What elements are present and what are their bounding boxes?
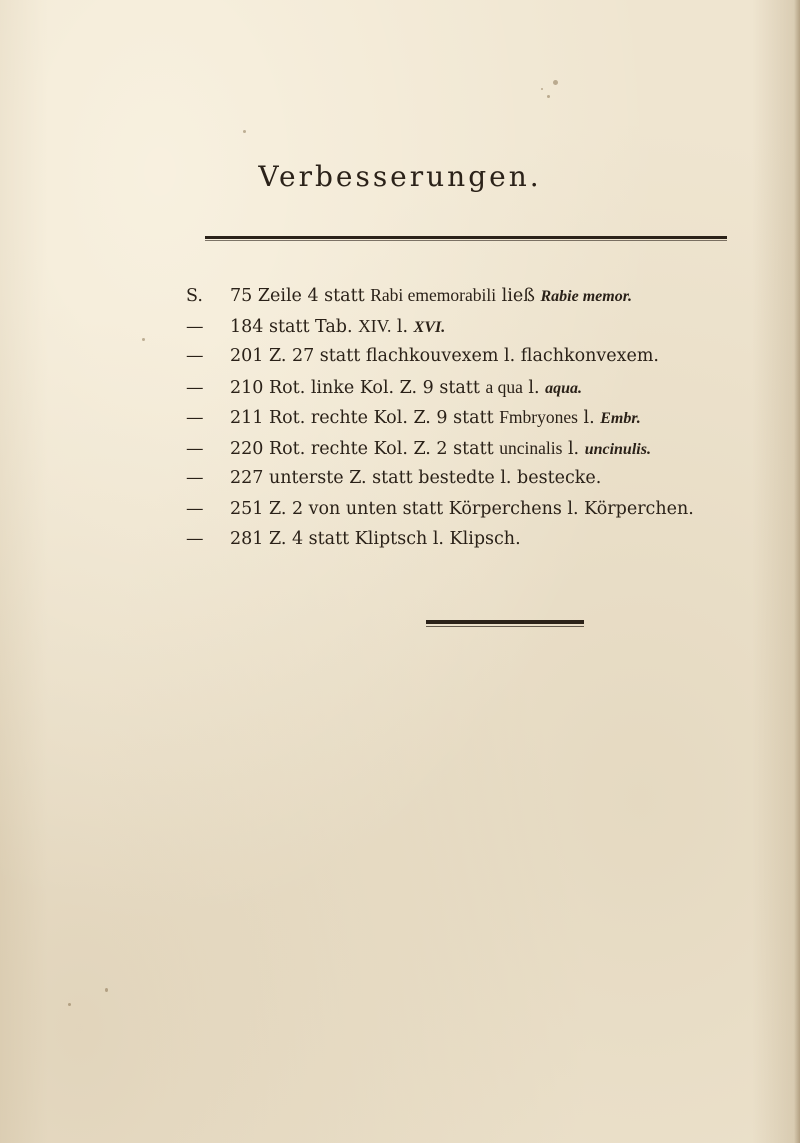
errata-line xyxy=(186,433,686,464)
paper-speck xyxy=(105,988,108,992)
errata-line-marker: — xyxy=(186,529,204,549)
errata-line xyxy=(186,311,686,342)
errata-list xyxy=(186,280,694,555)
paper-speck xyxy=(541,88,543,90)
errata-text: l. xyxy=(522,377,546,398)
paper-speck xyxy=(142,338,145,341)
errata-line xyxy=(186,524,686,555)
errata-line-marker: — xyxy=(186,346,204,366)
errata-text: uncinalis xyxy=(499,437,563,458)
errata-text: ließ xyxy=(496,286,541,306)
errata-text: l. xyxy=(391,316,414,337)
errata-correction: Rabie memor. xyxy=(540,288,633,305)
errata-text: a qua xyxy=(485,376,523,397)
errata-line xyxy=(186,494,694,525)
errata-line-marker: — xyxy=(186,408,204,428)
paper-speck xyxy=(68,1003,71,1006)
errata-text: l. xyxy=(577,408,601,428)
errata-text: 201 Z. 27 statt flachkouvexem l. flachkonvexem. xyxy=(230,346,659,366)
paper-speck xyxy=(243,130,246,133)
errata-line-marker: — xyxy=(186,438,204,459)
errata-line xyxy=(186,402,686,433)
paper-speck xyxy=(553,80,558,85)
errata-text: 210 Rot. linke Kol. Z. 9 statt xyxy=(230,377,486,398)
errata-line xyxy=(186,341,686,372)
paper-speck xyxy=(547,95,550,98)
errata-text: 281 Z. 4 statt Kliptsch l. Klipsch. xyxy=(230,529,521,549)
errata-text: l. xyxy=(562,438,585,459)
errata-correction: XVI. xyxy=(413,318,446,336)
title-divider xyxy=(205,236,727,239)
errata-text: Fmbryones xyxy=(499,407,578,427)
end-ornament-rule xyxy=(426,620,584,624)
errata-text: 184 statt Tab. xyxy=(230,316,359,337)
errata-text: 251 Z. 2 von unten statt Körperchens l. Körperchen. xyxy=(230,498,694,519)
errata-line-marker: — xyxy=(186,498,204,519)
page-title: Verbesserungen. xyxy=(258,160,542,193)
errata-text: 211 Rot. rechte Kol. Z. 9 statt xyxy=(230,408,500,428)
errata-line-marker: — xyxy=(186,316,204,337)
errata-line xyxy=(186,463,686,494)
errata-correction: uncinulis. xyxy=(584,440,651,458)
errata-line-marker: — xyxy=(186,377,204,398)
errata-line xyxy=(186,372,686,403)
errata-text: 227 unterste Z. statt bestedte l. bestecke. xyxy=(230,468,602,488)
errata-text: XIV. xyxy=(358,315,392,336)
errata-text: 220 Rot. rechte Kol. Z. 2 statt xyxy=(230,438,500,459)
errata-line-marker: — xyxy=(186,468,204,488)
errata-line-marker: S. xyxy=(186,286,203,306)
errata-text: Rabi ememorabili xyxy=(370,285,497,305)
errata-correction: Embr. xyxy=(600,410,641,427)
errata-correction: aqua. xyxy=(545,379,583,397)
errata-line xyxy=(186,280,686,311)
errata-text: 75 Zeile 4 statt xyxy=(230,286,371,306)
